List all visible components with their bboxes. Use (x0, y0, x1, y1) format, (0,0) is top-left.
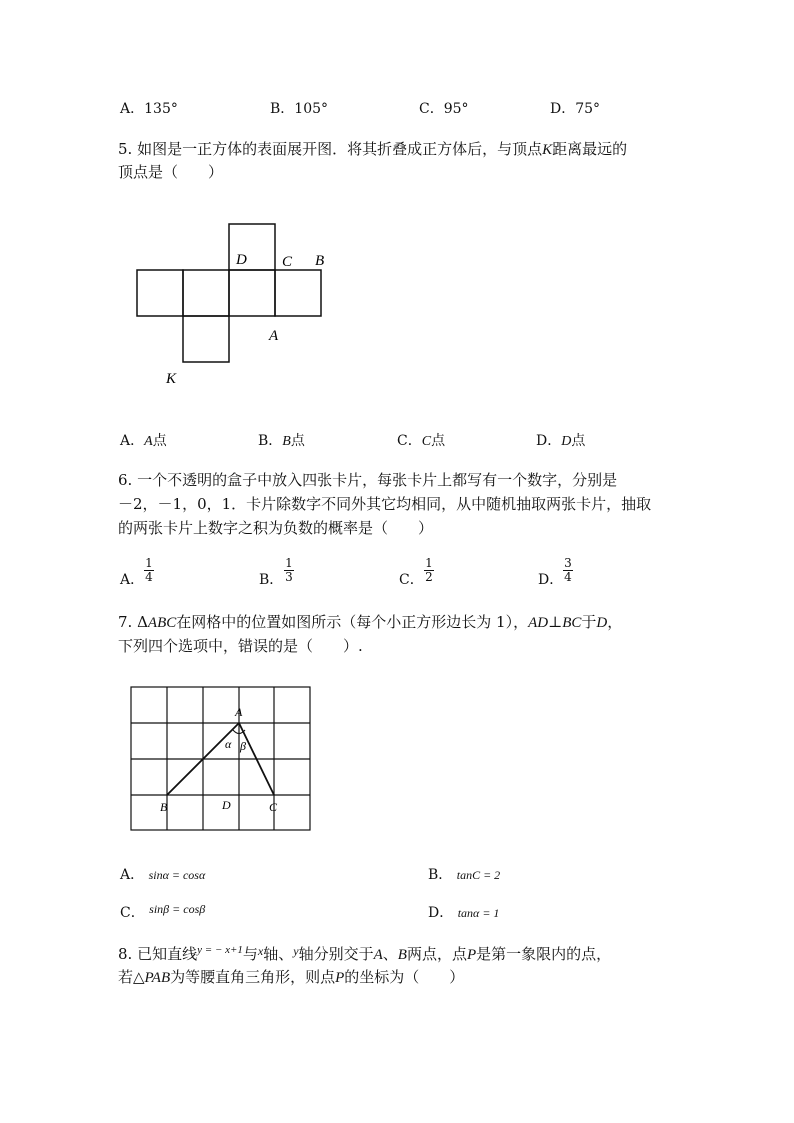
var-d: D (596, 615, 608, 631)
q6-stem-line1: 6. 一个不透明的盒子中放入四张卡片，每张卡片上都写有一个数字，分别是 (118, 471, 618, 489)
perp-symbol: ⊥ (548, 613, 563, 631)
option-letter: C． (120, 905, 145, 921)
q6-stem-line2: －2，－1，0，1．卡片除数字不同外其它均相同，从中随机抽取两张卡片，抽取 (118, 495, 652, 513)
q8-stem-line1 (118, 944, 611, 966)
label-alpha: α (225, 737, 232, 751)
text-run: ， (607, 613, 623, 631)
line-equation: y = − x+1 (197, 944, 243, 956)
option-suffix: 点 (290, 433, 305, 449)
text-run: 于 (581, 613, 597, 631)
var-abc: ABC (147, 615, 177, 631)
numerator: 1 (145, 556, 153, 570)
denominator: 4 (145, 570, 153, 584)
text-run: 轴分别交于 (298, 945, 374, 963)
q5-stem-line2: 顶点是（ ） (118, 163, 224, 181)
q8-stem-line2 (118, 967, 464, 988)
q6-stem-line3: 的两张卡片上数字之积为负数的概率是（ ） (118, 519, 434, 537)
option-expression: tanα = 1 (457, 906, 500, 920)
var-p: P (335, 970, 345, 986)
option-var: B (282, 434, 291, 449)
text-run: 7. Δ (118, 613, 148, 631)
label-beta: β (240, 739, 246, 753)
q6-option-d-letter: D． (538, 572, 564, 588)
text-run: 是第一象限内的点， (476, 945, 612, 963)
numerator: 1 (285, 556, 293, 570)
var-p: P (466, 947, 477, 963)
label-a: A (269, 328, 279, 344)
denominator: 3 (285, 570, 293, 584)
option-value: 95° (443, 101, 469, 117)
option-suffix: 点 (571, 433, 586, 449)
label-c: C (269, 800, 278, 814)
option-expression: sinβ = cosβ (149, 902, 206, 916)
option-letter: B． (428, 867, 453, 883)
text-run: 8. 已知直线 (118, 945, 198, 963)
option-letter: C． (397, 433, 422, 449)
option-value: 135° (144, 101, 178, 117)
option-value: 105° (294, 101, 329, 117)
label-b: B (160, 800, 168, 814)
label-d: D (222, 798, 231, 812)
label-b: B (315, 253, 325, 269)
var-y: y (293, 944, 299, 958)
text-run: 、 (382, 945, 398, 963)
option-letter: D． (428, 905, 454, 921)
option-letter: D． (550, 101, 576, 117)
option-expression: tanC = 2 (456, 868, 501, 882)
option-letter: A． (120, 433, 145, 449)
q6-option-b-letter: B． (259, 572, 284, 588)
var-k: K (542, 142, 553, 158)
text-run: 若△ (118, 968, 145, 986)
var-ad: AD (528, 615, 549, 631)
text-run: 与 (242, 945, 258, 963)
denominator: 2 (425, 570, 433, 584)
q7-stem-line2: 下列四个选项中，错误的是（ ）. (118, 637, 363, 655)
option-suffix: 点 (431, 433, 446, 449)
q7-option-b (428, 866, 500, 884)
q6-option-c-letter: C． (399, 572, 424, 588)
text-run: 5. 如图是一正方体的表面展开图．将其折叠成正方体后，与顶点 (118, 140, 543, 158)
option-expression: sinα = cosα (148, 868, 206, 882)
text-run: 为等腰直角三角形，则点 (170, 968, 336, 986)
text-run: 距离最远的 (552, 140, 628, 158)
text-run: 的坐标为（ ） (344, 968, 465, 986)
label-a: A (235, 705, 243, 719)
q7-option-d (428, 904, 499, 922)
option-value: 75° (575, 101, 601, 117)
q6-option-a-letter: A． (120, 572, 145, 588)
label-c: C (282, 254, 293, 270)
option-letter: D． (536, 433, 562, 449)
label-k: K (166, 371, 177, 387)
q7-option-a (120, 866, 205, 884)
option-var: A (144, 434, 153, 449)
option-letter: B． (258, 433, 283, 449)
label-d: D (236, 252, 247, 268)
var-bc: BC (562, 615, 582, 631)
var-x: x (257, 944, 264, 958)
option-letter: A． (120, 867, 145, 883)
numerator: 3 (564, 556, 572, 570)
numerator: 1 (425, 556, 433, 570)
var-b: B (397, 947, 407, 963)
var-pab: PAB (144, 970, 171, 986)
option-var: C (421, 434, 432, 449)
option-letter: C． (419, 101, 444, 117)
option-letter: A． (120, 101, 145, 117)
text-run: 轴、 (263, 945, 294, 963)
option-letter: B． (270, 101, 295, 117)
var-a: A (373, 947, 383, 963)
q7-option-c (120, 904, 205, 922)
text-run: 在网格中的位置如图所示（每个小正方形边长为 1）， (176, 613, 529, 631)
option-var: D (561, 434, 572, 449)
text-run: 两点，点 (406, 945, 467, 963)
option-suffix: 点 (152, 433, 167, 449)
denominator: 4 (564, 570, 572, 584)
